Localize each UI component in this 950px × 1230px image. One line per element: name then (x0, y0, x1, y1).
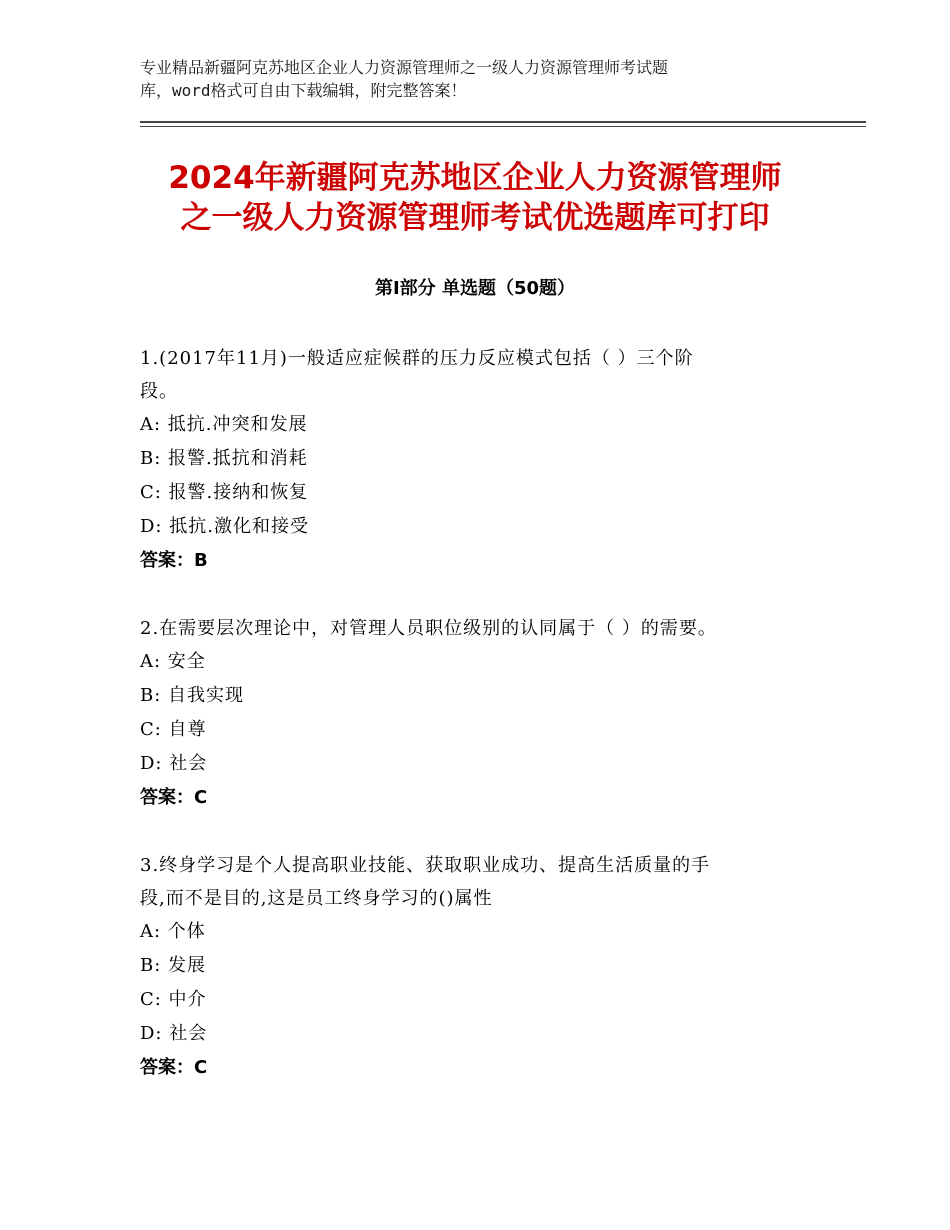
header-note-line: 专业精品新疆阿克苏地区企业人力资源管理师之一级人力资源管理师考试题 (140, 58, 669, 77)
header-note (140, 56, 780, 102)
header-divider-thin (140, 126, 866, 127)
question-1 (140, 342, 820, 578)
title-line: 2024年新疆阿克苏地区企业人力资源管理师 (168, 160, 782, 196)
option-c: C: 报警.接纳和恢复 (140, 482, 309, 503)
option-a: A: 个体 (140, 921, 206, 942)
question-spacer (140, 815, 820, 849)
option-b: B: 自我实现 (140, 685, 245, 706)
question-stem: 3.终身学习是个人提高职业技能、获取职业成功、提高生活质量的手 (140, 855, 711, 876)
question-spacer (140, 578, 820, 612)
option-d: D: 社会 (140, 753, 208, 774)
title-line: 之一级人力资源管理师考试优选题库可打印 (180, 200, 770, 236)
question-stem: 2.在需要层次理论中，对管理人员职位级别的认同属于（ ）的需要。 (140, 618, 717, 639)
answer-label: 答案：C (140, 787, 208, 808)
question-3 (140, 849, 820, 1085)
question-2 (140, 612, 820, 815)
answer-label: 答案：B (140, 550, 208, 571)
option-d: D: 社会 (140, 1023, 208, 1044)
question-stem: 段。 (140, 381, 178, 402)
question-stem: 段,而不是目的,这是员工终身学习的()属性 (140, 888, 493, 909)
option-d: D: 抵抗.激化和接受 (140, 516, 309, 537)
document-title (100, 158, 850, 238)
option-a: A: 抵抗.冲突和发展 (140, 414, 308, 435)
option-b: B: 报警.抵抗和消耗 (140, 448, 308, 469)
question-stem: 1.(2017年11月)一般适应症候群的压力反应模式包括（ ）三个阶 (140, 348, 694, 369)
header-divider-thick (140, 121, 866, 123)
option-a: A: 安全 (140, 651, 206, 672)
option-c: C: 自尊 (140, 719, 207, 740)
section-title: 第Ⅰ部分 单选题（50题） (374, 278, 575, 299)
answer-label: 答案：C (140, 1057, 208, 1078)
question-list (140, 342, 820, 1085)
header-note-line: 库，word格式可自由下载编辑，附完整答案！ (140, 81, 467, 100)
option-c: C: 中介 (140, 989, 207, 1010)
option-b: B: 发展 (140, 955, 207, 976)
